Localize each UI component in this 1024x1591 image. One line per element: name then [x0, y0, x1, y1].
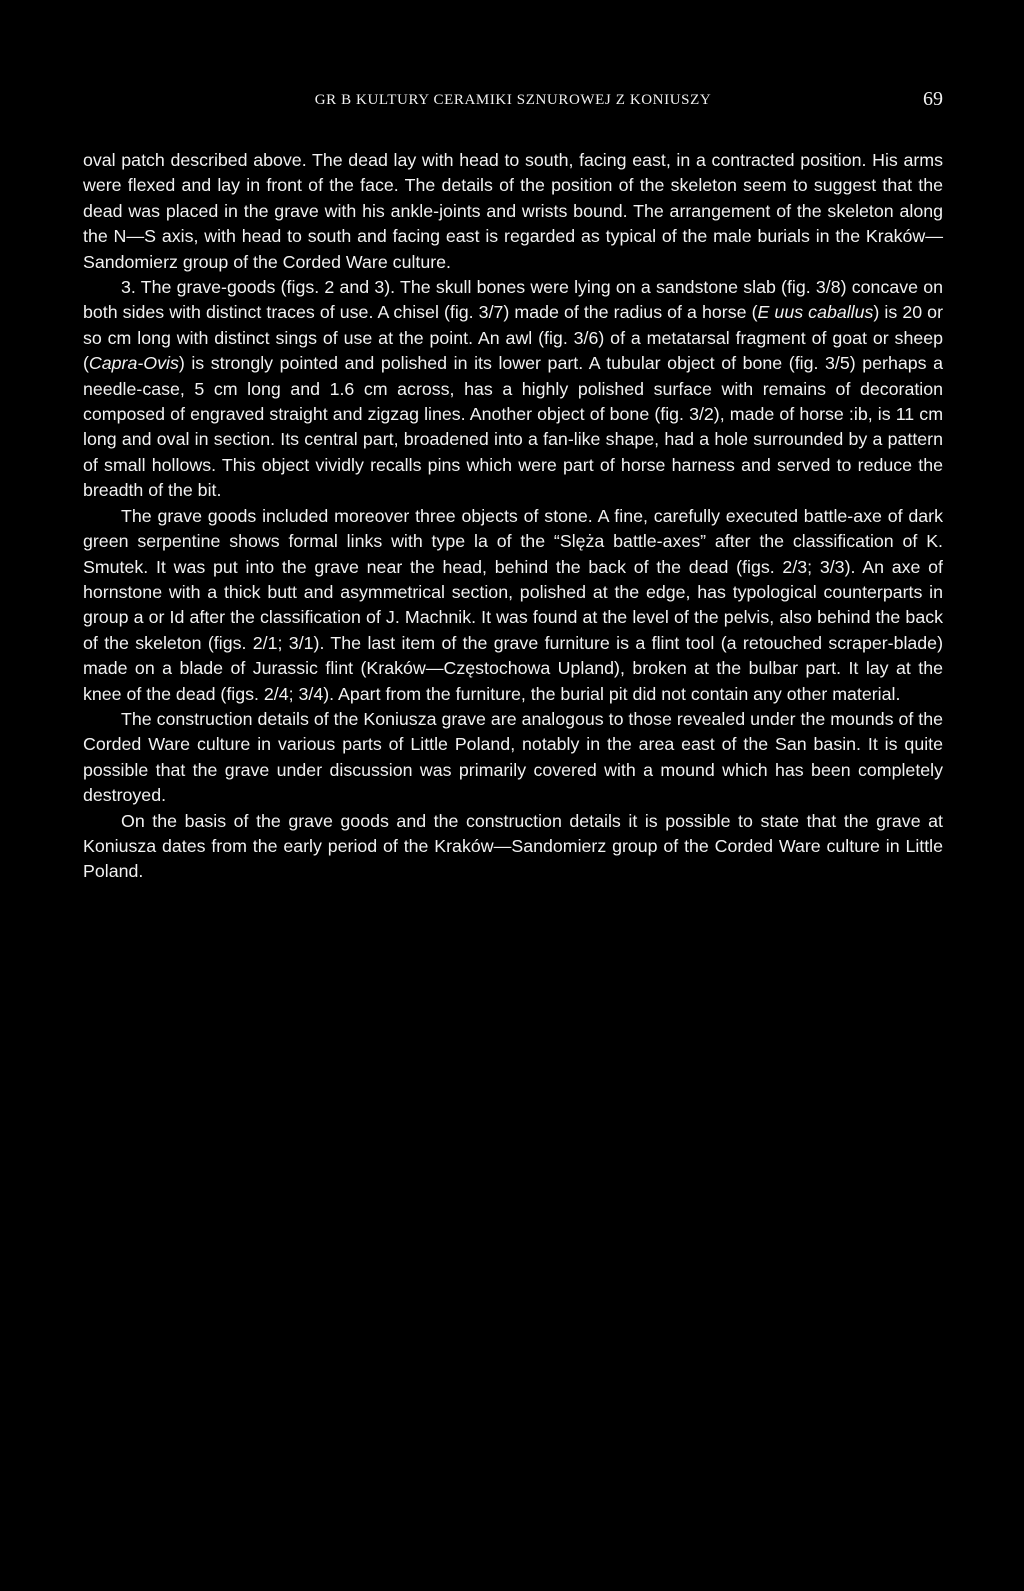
page-number: 69	[923, 88, 943, 110]
running-header	[83, 88, 943, 118]
paragraph-conclusion: On the basis of the grave goods and the construction details it is possible to state that the grave at Koniusza dates from the early period of the Kraków—Sandomierz group of the Corded Ware culture in Little Poland.	[83, 810, 943, 882]
body-text	[83, 148, 943, 885]
grave-goods-text-3: ) is strongly pointed and polished in its lower part. A tubular object of bone (fig. 3/5) perhaps a needle-case, 5 cm long and 1.6 cm across, has a highly polished surface with remains of decoration composed of engraved straight and zigzag lines. Another object of bone (fig. 3/2), made of horse :ib, is 11 cm long and oval in section. Its central part, broadened into a fan-like shape, had a hole surrounded by a pattern of small hollows. This object vividly recalls pins which were part of horse harness and served to reduce the breadth of the bit.	[83, 353, 943, 501]
grave-goods-text-2: ) is 20 or so cm long with distinct sings of use at the point. An awl (fig. 3/6) of a metatarsal fragment of goat or sheep (	[83, 302, 943, 374]
running-title: GR B KULTURY CERAMIKI SZNUROWEJ Z KONIUSZY	[314, 92, 712, 108]
species-name-horse: E uus caballus	[757, 302, 874, 323]
paragraph-stone-objects: The grave goods included moreover three objects of stone. A fine, carefully executed battle-axe of dark green serpentine shows formal links with type la of the “Slęża battle-axes” after the classification of K. Smutek. It was put into the grave near the head, behind the back of the dead (figs. 2/3; 3/3). An axe of hornstone with a thick butt and asymmetrical section, polished at the edge, has typological counterparts in group a or Id after the classification of J. Machnik. It was found at the level of the pelvis, also behind the back of the skeleton (figs. 2/1; 3/1). The last item of the grave furniture is a flint tool (a retouched scraper-blade) made on a blade of Jurassic flint (Kraków—Częstochowa Upland), broken at the bulbar part. It lay at the knee of the dead (figs. 2/4; 3/4). Apart from the furniture, the burial pit did not contain any other material.	[83, 505, 943, 704]
grave-goods-text-1: 3. The grave-goods (figs. 2 and 3). The skull bones were lying on a sandstone slab (fig. 3/8) concave on both sides with distinct traces of use. A chisel (fig. 3/7) made of the radius of a horse (	[83, 277, 943, 323]
species-name-goat-sheep: Capra-Ovis	[88, 353, 179, 374]
paragraph-burial-position: oval patch described above. The dead lay with head to south, facing east, in a contracted position. His arms were flexed and lay in front of the face. The details of the position of the skeleton seem to suggest that the dead was placed in the grave with his ankle-joints and wrists bound. The arrangement of the skeleton along the N—S axis, with head to south and facing east is regarded as typical of the male burials in the Kraków—Sandomierz group of the Corded Ware culture.	[83, 150, 943, 272]
paragraph-construction-details: The construction details of the Koniusza grave are analogous to those revealed under the mounds of the Corded Ware culture in various parts of Little Poland, notably in the area east of the San basin. It is quite possible that the grave under discussion was primarily covered with a mound which has been completely destroyed.	[83, 708, 943, 806]
paragraph-grave-goods	[83, 275, 943, 504]
